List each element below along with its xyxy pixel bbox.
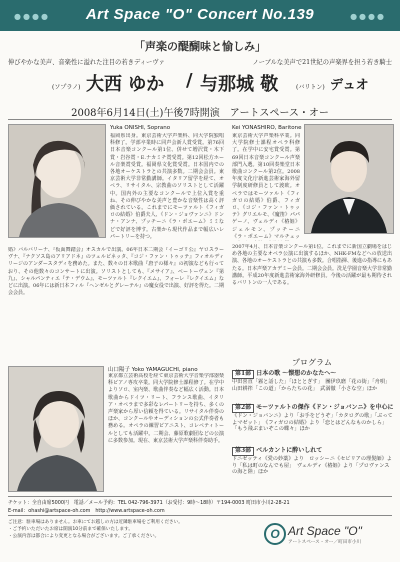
header-dots-left: ●●●● — [14, 12, 50, 21]
part-3-items: ドニゼッティ《愛の妙薬》より ロッシーニ《セビリアの理髪師》より「私は町のなんでも屋」 ヴェルディ《椿姫》より「プロヴァンスの海と陸」ほか — [232, 455, 392, 476]
program-part-2 — [232, 404, 394, 433]
soprano-bio: 福岡県出身。東京芸術大学声楽科、同大学院独唱科修了。学部卒業時に同声会新人賞受賞。第76回日本音楽コンクール第1位、併せて増沢賞・木下賞・岩谷賞・E.ナカミチ賞受賞。第12回松方ホール音楽賞受賞。福岡県文化賞受賞。日本国内での各地オーケストラとの共演多数。二期会会員。東京芸術大学非常勤講師。イタリア留学を経て、オペラ、リサイタル、宗教曲のソリストとして活躍中。国内外の主要なコンクールで上位入賞を重ね、その伸びやかな美声と豊かな音楽性は高く評価されている。これまでにモーツァルト《フィガロの結婚》伯爵夫人、《ドン・ジョヴァンニ》ドンナ・アンナ、プッチーニ《ラ・ボエーム》ミミなどで好評を博す。古楽から現代作品まで幅広いレパートリーを持つ。 — [110, 133, 224, 240]
performer-names — [0, 70, 400, 100]
pianist-portrait-icon — [9, 367, 103, 491]
part-2-items: 《ドン・ジョバンニ》より「お手をどうぞ」「カタログの歌」「ぶってよマゼット」 《フィガロの結婚》より「恋とはどんなものかしら」「もう飛ぶまいぞこの蝶々」ほか — [232, 412, 393, 433]
soprano-role: (ソプラノ) — [52, 84, 81, 91]
concert-concept: 「声楽の醍醐味と愉しみ」 — [134, 40, 266, 53]
venue-logo-icon: O — [264, 523, 286, 545]
note-parking: ご注意：駐車場はありません。お車にてお越しの方は近隣駐車場をご利用ください。 — [8, 520, 183, 525]
name-slash: / — [186, 70, 193, 91]
baritone-name: 与那城 敬 — [200, 74, 279, 95]
concert-date: 2008年6月14日(土)午後7時開演 アートスペース・オー — [71, 108, 329, 119]
baritone-photo — [304, 124, 394, 234]
note-seats: ・ご予約いただいたお席は開演10分前まで確保いたします。 — [8, 526, 133, 532]
part-1-tag: 第1部 — [232, 370, 254, 379]
venue-sub: アートスペース・オー／町田市小川 — [288, 540, 362, 545]
program-title: プログラム — [292, 358, 332, 367]
baritone-portrait-icon — [305, 125, 393, 233]
part-1-heading: 日本の歌 ～懐想のかなたへ～ — [256, 370, 337, 377]
header-band — [0, 0, 400, 31]
concert-title: Art Space "O" Concert No.139 — [85, 6, 315, 23]
note-changes: ・公演内容は都合により変更となる場合がございます。ご了承ください。 — [8, 533, 160, 539]
baritone-role: (バリトン) — [296, 84, 325, 91]
soprano-name: 大西 ゆか — [86, 74, 165, 95]
baritone-bio-cont: 2007年4月、日本音楽コンクール第1位。これまでに新国立劇場をはじめ各地の主要なオペラ公演に出演するほか、NHK-FMなどへの放送出演、各地のオーケストラとの共演も多数。合唱指揮、後進の指導にもあたる。日本声楽アカデミー会員。二期会会員。洗足学園音楽大学非常勤講師。平成20年度新進芸術家海外研修員。今後の活躍が最も期待されるバリトンの一人である。 — [232, 244, 392, 287]
venue-name: Art Space "O" — [288, 524, 362, 538]
ticket-info: チケット：全自由席5000円 電話／メール予約：TEL 042-796-3971（お受付：9時～18時）〒194-0003 町田市小川2-28-21 — [8, 500, 290, 506]
baritone-label: Kei YONASHIRO, Baritone — [232, 125, 302, 131]
part-3-heading: ベルカントに酔いしれて — [256, 447, 323, 454]
program-part-3 — [232, 447, 394, 476]
divider — [8, 119, 392, 120]
venue-logo — [264, 521, 394, 555]
footer-divider — [8, 496, 392, 497]
tagline-left: 伸びやかな美声、音楽性に溢れた注目の若きディーヴァ — [8, 59, 165, 66]
program-part-1 — [232, 370, 394, 392]
baritone-bio: 東京芸術大学声楽科卒業。同大学院修士課程オペラ科修了。在学中に安宅賞受賞。第69回日本音楽コンクール声楽部門入選。第10回奏楽堂日本歌曲コンクール第2位。2008年度文化庁新進芸術家海外留学制度研修員として渡欧。オペラではモーツァルト《フィガロの結婚》伯爵、フィガロ、《コジ・ファン・トゥッテ》グリエルモ、《魔笛》パパゲーノ、ヴェルディ《椿姫》ジェルモン、プッチーニ《ラ・ボエーム》マルチェッ — [232, 133, 300, 240]
part-2-tag: 第2部 — [232, 404, 254, 413]
contact-info[interactable]: E-mail：ohashi@artspace-oh.com http://www.artspace-oh.com — [8, 508, 165, 514]
soprano-photo — [8, 124, 106, 238]
pianist-bio: 東京都立芸術高校を経て東京芸術大学音楽学部器楽科ピアノ専攻卒業。同大学院修士課程修了。在学中よりソロ、室内楽、歌曲伴奏など幅広く活動。日本歌曲からドイツ・リート、フランス歌曲、イタリア・オペラまで多彩なレパートリーを持ち、多くの声楽家から厚い信頼を得ている。リサイタル伴奏のほか、コンクールやオーディションの公式伴奏者も務める。オペラの練習ピアニスト、コレペティトールとしても活躍中。二期会、藤原歌劇団などの公演に多数参加。現在、東京芸術大学声楽科伴奏助手。 — [108, 373, 224, 444]
soprano-label: Yuka ONISHI, Soprano — [110, 125, 171, 131]
footer-divider-2 — [8, 515, 392, 516]
notes — [8, 520, 208, 540]
part-2-heading: モーツァルトの傑作《ドン・ジョバンニ》を中心に — [256, 404, 394, 411]
part-1-items: 中田喜直「霧と話した」「ほととぎす」 團伊玖磨「花の街」「舟唄」 山田耕筰「この道」「からたちの花」 武満徹「小さな空」ほか — [232, 378, 393, 392]
soprano-bio-cont: 婚》バルバリーナ、『仮面舞踏会』オスカルで出演。06年日本二期会『イーゴリ公』ヤロスラーヴナ、『ナクソス島のアリアドネ』のツェルビネッタ、『コジ・ファン・トゥッテ』フィオルディリージのアンダースタディを務めた。また、数々の日本歌曲『唐子の様々』の初演なども行っており、その他数々のコンサートに出演。ソリストとしても、『メサイア』、ベートーヴェン『第九』、シャルパンティエ『テ・デウム』、モーツァルト『レクイエム』、フォーレ『レクイエム』などに出演。06年には新日本フィル『ヘンゼルとグレーテル』の魔女役で出演、好評を得た。二期会会員。 — [8, 247, 224, 297]
pianist-photo — [8, 366, 104, 492]
pianist-label: 山口陽子 Yoko YAMAGUCHI, piano — [108, 367, 198, 373]
header-dots-right: ●●●● — [350, 12, 386, 21]
part-3-tag: 第3部 — [232, 447, 254, 456]
soprano-portrait-icon — [9, 125, 105, 237]
duo-label: デュオ — [330, 78, 369, 93]
tagline-right: ノーブルな美声で21世紀の声楽界を担う若き騎士 — [252, 59, 392, 66]
